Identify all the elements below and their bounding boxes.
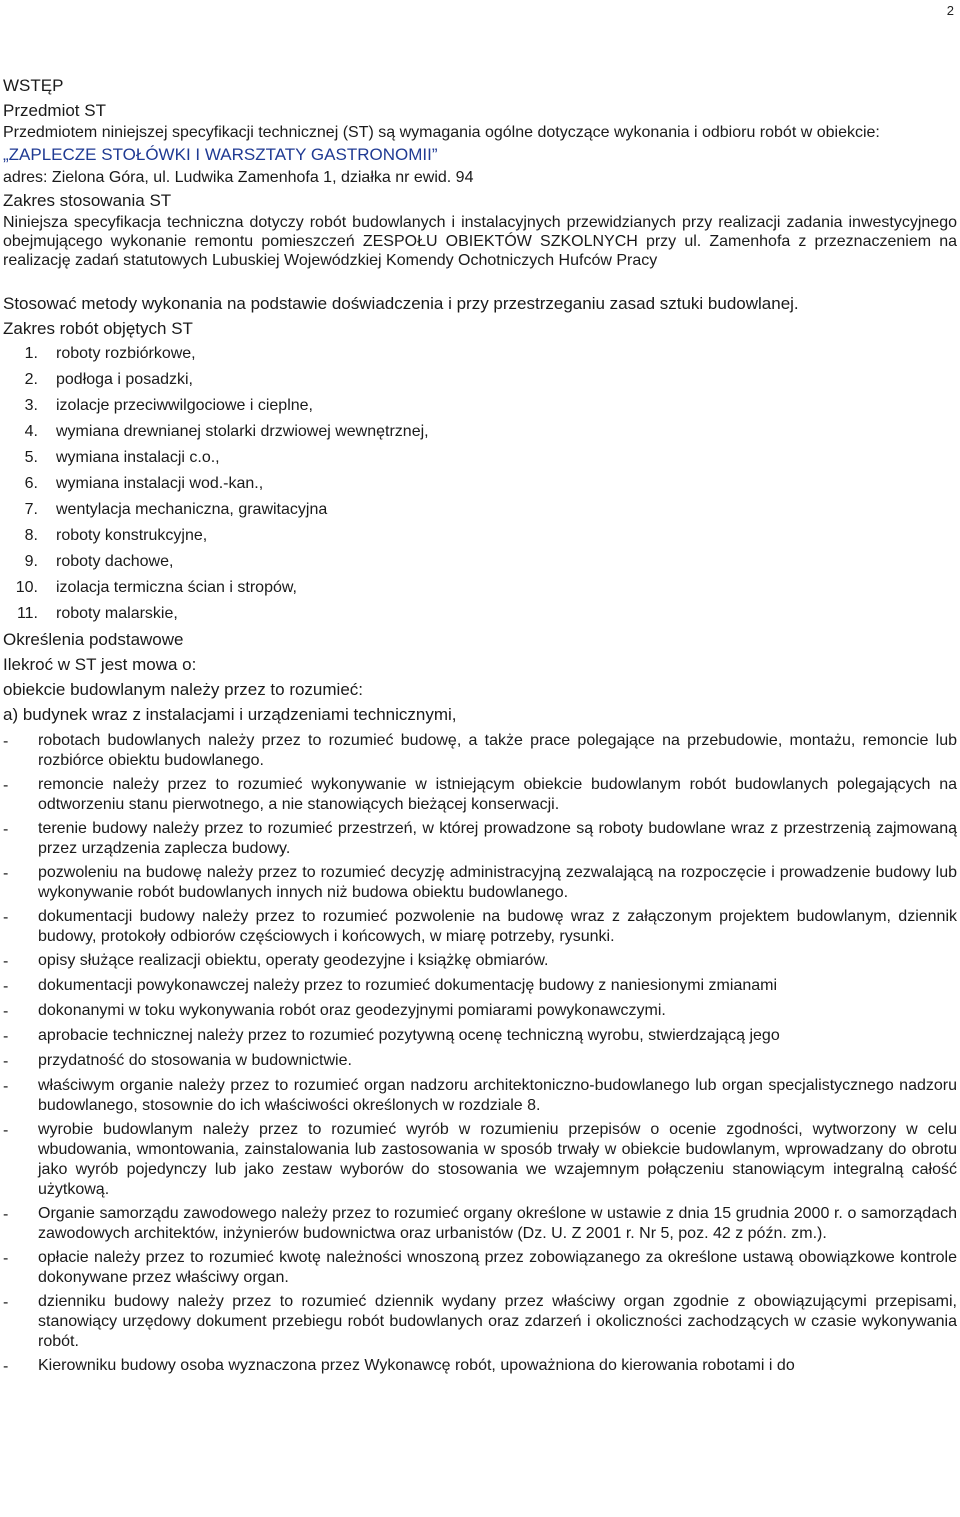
list-item xyxy=(3,1204,957,1244)
list-item-text: wymiana instalacji c.o., xyxy=(56,449,220,466)
definition-text: dokonanymi w toku wykonywania robót oraz geodezyjnymi pomiarami powykonawczymi. xyxy=(38,1002,666,1019)
dash-bullet: - xyxy=(3,909,9,926)
list-item xyxy=(3,863,957,903)
dash-bullet: - xyxy=(3,1358,9,1375)
list-item xyxy=(3,497,957,523)
scope-heading: Zakres stosowania ST xyxy=(3,191,172,210)
subject-heading: Przedmiot ST xyxy=(3,101,106,120)
definition-text: przydatność do stosowania w budownictwie. xyxy=(38,1052,352,1069)
object-definition-a: a) budynek wraz z instalacjami i urządzeniami technicznymi, xyxy=(3,705,457,724)
definition-text: pozwoleniu na budowę należy przez to rozumieć decyzję administracyjną zezwalającą na rozpoczęcie i prowadzenie budowy lub wykonywanie robót budowlanych innych niż budowa obiektu budowlanego. xyxy=(38,864,957,901)
list-item-text: wymiana instalacji wod.-kan., xyxy=(56,475,264,492)
list-item xyxy=(3,445,957,471)
dash-bullet: - xyxy=(3,1122,9,1139)
definition-text: Kierowniku budowy osoba wyznaczona przez Wykonawcę robót, upoważniona do kierowania robotami i do xyxy=(38,1357,795,1374)
list-item xyxy=(3,367,957,393)
list-item-number: 6. xyxy=(24,475,38,492)
list-item xyxy=(3,419,957,445)
list-item xyxy=(3,601,957,627)
dash-bullet: - xyxy=(3,777,9,794)
definition-text: terenie budowy należy przez to rozumieć przestrzeń, w której prowadzone są roboty budowlane wraz z przestrzenią zajmowaną przez urządzenia zaplecza budowy. xyxy=(38,820,957,857)
list-item xyxy=(3,819,957,859)
definition-text: dzienniku budowy należy przez to rozumieć dziennik wydany przez właściwy organ zgodnie z obowiązującymi przepisami, stanowiący urzędowy dokument przebiegu robót budowlanych oraz zdarzeń i okoliczności zachodzących w czasie wykonywania robót. xyxy=(38,1293,957,1350)
list-item xyxy=(3,575,957,601)
list-item-text: izolacje przeciwwilgociowe i cieplne, xyxy=(56,397,313,414)
list-item-number: 7. xyxy=(24,501,38,518)
subject-paragraph: Przedmiotem niniejszej specyfikacji technicznej (ST) są wymagania ogólne dotyczące wykonania i odbioru robót w obiekcie: xyxy=(3,124,880,141)
list-item xyxy=(3,1076,957,1116)
page-number: 2 xyxy=(946,3,954,18)
list-item-number: 5. xyxy=(24,449,38,466)
list-item-number: 10. xyxy=(15,579,38,596)
list-item xyxy=(3,1120,957,1200)
list-item xyxy=(3,731,957,771)
definition-text: remoncie należy przez to rozumieć wykonywanie w istniejącym obiekcie budowlanym robót budowlanych polegających na odtworzeniu stanu pierwotnego, a nie stanowiących bieżącej konserwacji. xyxy=(38,776,957,813)
methods-paragraph: Stosować metody wykonania na podstawie doświadczenia i przy przestrzeganiu zasad sztuki budowlanej. xyxy=(3,294,799,313)
list-item xyxy=(3,549,957,575)
list-item-number: 9. xyxy=(24,553,38,570)
works-list xyxy=(3,341,957,627)
list-item-text: roboty konstrukcyjne, xyxy=(56,527,208,544)
works-heading: Zakres robót objętych ST xyxy=(3,319,193,338)
list-item-text: roboty malarskie, xyxy=(56,605,178,622)
project-address: adres: Zielona Góra, ul. Ludwika Zamenhofa 1, działka nr ewid. 94 xyxy=(3,169,474,186)
list-item xyxy=(3,393,957,419)
definition-text: wyrobie budowlanym należy przez to rozumieć wyrób w rozumieniu przepisów o ocenie zgodności, wytworzony w celu wbudowania, wmontowania, zainstalowania lub zastosowania w sposób trwały w obiekcie budowlanym, wprowadzany do obrotu jako wyrób pojedynczy lub jako zestaw wyborów do stosowania we wzajemnym połączeniu stanowiącym integralną całość użytkową. xyxy=(38,1121,957,1198)
dash-bullet: - xyxy=(3,821,9,838)
list-item-number: 1. xyxy=(24,345,38,362)
definition-text: opłacie należy przez to rozumieć kwotę należności wnoszoną przez zobowiązanego za określone ustawą obowiązkowe kontrole dokonywane przez właściwy organ. xyxy=(38,1249,957,1286)
definition-text: aprobacie technicznej należy przez to rozumieć pozytywną ocenę techniczną wyrobu, stwierdzającą jego xyxy=(38,1027,780,1044)
definitions-lead: Ilekroć w ST jest mowa o: xyxy=(3,655,197,674)
list-item-text: wymiana drewnianej stolarki drzwiowej wewnętrznej, xyxy=(56,423,429,440)
paragraph-spacer xyxy=(3,270,957,291)
list-item-number: 2. xyxy=(24,371,38,388)
definitions-heading: Określenia podstawowe xyxy=(3,630,184,649)
list-item-text: roboty rozbiórkowe, xyxy=(56,345,196,362)
list-item xyxy=(3,1292,957,1352)
list-item xyxy=(3,907,957,947)
list-item xyxy=(3,775,957,815)
list-item xyxy=(3,1356,957,1377)
project-name: „ZAPLECZE STOŁÓWKI I WARSZTATY GASTRONOMII” xyxy=(3,145,438,164)
list-item-text: izolacja termiczna ścian i stropów, xyxy=(56,579,297,596)
list-item-number: 8. xyxy=(24,527,38,544)
list-item xyxy=(3,951,957,972)
dash-bullet: - xyxy=(3,1053,9,1070)
dash-bullet: - xyxy=(3,1250,9,1267)
definition-text: właściwym organie należy przez to rozumieć organ nadzoru architektoniczno-budowlanego lub organ specjalistycznego nadzoru budowlanego, stosownie do ich właściwości określonych w rozdziale 8. xyxy=(38,1077,957,1114)
definition-text: dokumentacji budowy należy przez to rozumieć pozwolenie na budowę wraz z załączonym projektem budowlanym, dziennik budowy, protokoły odbiorów częściowych i końcowych, w miarę potrzeby, rysunki. xyxy=(38,908,957,945)
list-item-number: 11. xyxy=(16,605,38,622)
object-definition: obiekcie budowlanym należy przez to rozumieć: xyxy=(3,680,364,699)
dash-bullet: - xyxy=(3,953,9,970)
section-title: WSTĘP xyxy=(3,76,64,95)
dash-bullet: - xyxy=(3,978,9,995)
list-item-number: 3. xyxy=(24,397,38,414)
dash-bullet: - xyxy=(3,1206,9,1223)
list-item xyxy=(3,523,957,549)
document-body xyxy=(3,73,957,1377)
dash-bullet: - xyxy=(3,1078,9,1095)
list-item-text: podłoga i posadzki, xyxy=(56,371,193,388)
definition-text: dokumentacji powykonawczej należy przez to rozumieć dokumentację budowy z naniesionymi zmianami xyxy=(38,977,778,994)
list-item-text: roboty dachowe, xyxy=(56,553,174,570)
list-item xyxy=(3,471,957,497)
list-item xyxy=(3,1051,957,1072)
definition-text: robotach budowlanych należy przez to rozumieć budowę, a także prace polegające na przebudowie, montażu, remoncie lub rozbiórce obiektu budowlanego. xyxy=(38,732,957,769)
list-item xyxy=(3,341,957,367)
list-item-number: 4. xyxy=(24,423,38,440)
list-item-text: wentylacja mechaniczna, grawitacyjna xyxy=(56,501,328,518)
list-item xyxy=(3,1001,957,1022)
definition-text: opisy służące realizacji obiektu, operaty geodezyjne i książkę obmiarów. xyxy=(38,952,549,969)
dash-bullet: - xyxy=(3,1028,9,1045)
list-item xyxy=(3,976,957,997)
dash-bullet: - xyxy=(3,1003,9,1020)
list-item xyxy=(3,1248,957,1288)
scope-paragraph: Niniejsza specyfikacja techniczna dotyczy robót budowlanych i instalacyjnych przewidzianych przy realizacji zadania inwestycyjnego obejmującego wykonanie remontu pomieszczeń ZESPOŁU OBIEKTÓW SZKOLNYCH przy ul. Zamenhofa z przeznaczeniem na realizację zadań statutowych Lubuskiej Wojewódzkiej Komendy Ochotniczych Hufców Pracy xyxy=(3,214,957,269)
definition-text: Organie samorządu zawodowego należy przez to rozumieć organy określone w ustawie z dnia 15 grudnia 2000 r. o samorządach zawodowych architektów, inżynierów budownictwa oraz urbanistów (Dz. U. Z 2001 r. Nr 5, poz. 42 z późn. zm.). xyxy=(38,1205,957,1242)
definitions-list xyxy=(3,731,957,1377)
list-item xyxy=(3,1026,957,1047)
dash-bullet: - xyxy=(3,865,9,882)
dash-bullet: - xyxy=(3,1294,9,1311)
dash-bullet: - xyxy=(3,733,9,750)
